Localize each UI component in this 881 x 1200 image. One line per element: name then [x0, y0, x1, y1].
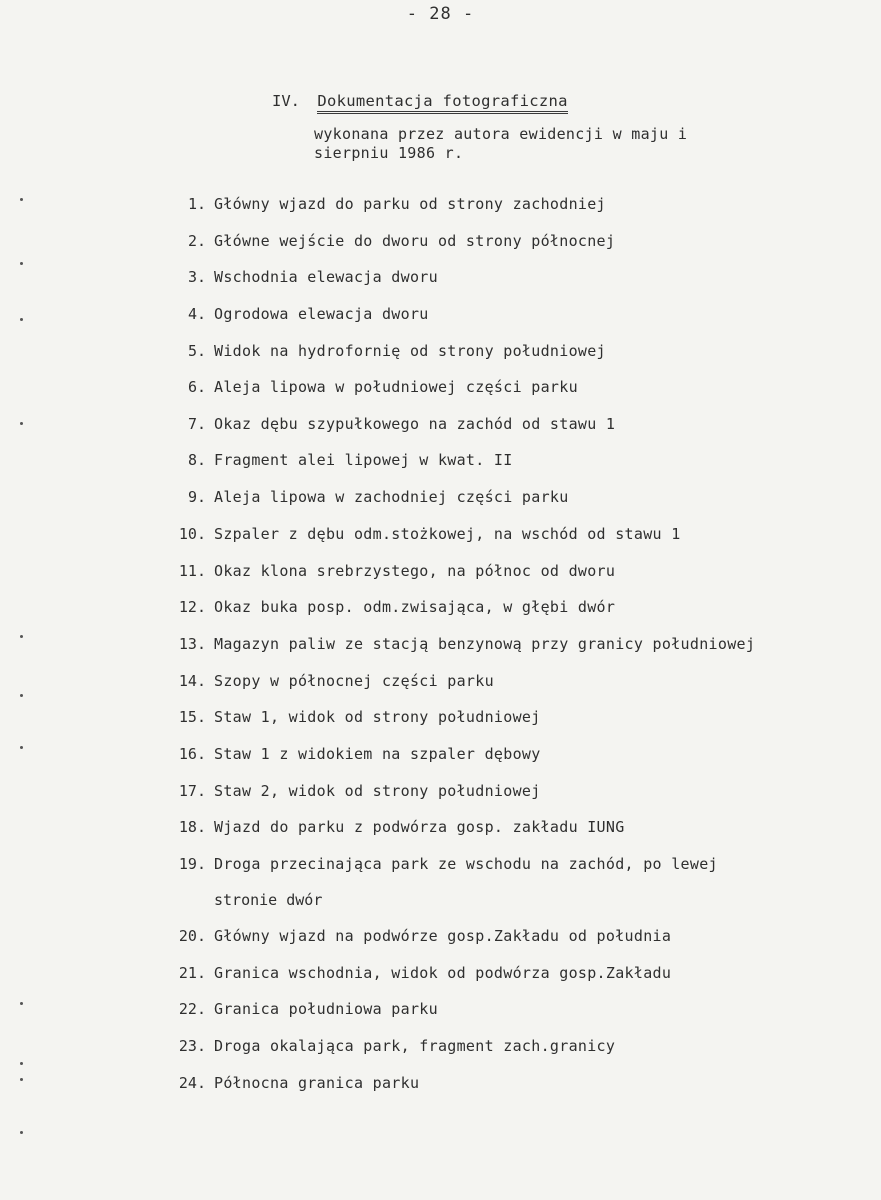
- item-number: 3.: [187, 268, 206, 286]
- item-number: 12.: [178, 598, 206, 616]
- item-number: 17.: [178, 782, 206, 800]
- margin-mark: [20, 422, 23, 425]
- item-text: Okaz dębu szypułkowego na zachód od stawu 1: [214, 415, 616, 433]
- item-text-continuation: stronie dwór: [214, 891, 323, 909]
- item-text: Granica wschodnia, widok od podwórza gosp.Zakładu: [214, 964, 672, 982]
- item-text: Aleja lipowa w południowej części parku: [214, 378, 578, 396]
- item-text: Staw 1 z widokiem na szpaler dębowy: [214, 745, 541, 763]
- item-text: Okaz klona srebrzystego, na północ od dworu: [214, 562, 616, 580]
- item-text: Wjazd do parku z podwórza gosp. zakładu IUNG: [214, 818, 625, 836]
- item-text: Szopy w północnej części parku: [214, 672, 494, 690]
- item-number: 5.: [187, 342, 206, 360]
- item-text: Staw 1, widok od strony południowej: [214, 708, 541, 726]
- page-number: - 28 -: [406, 4, 475, 24]
- item-number: 24.: [178, 1074, 206, 1092]
- item-number: 9.: [187, 488, 206, 506]
- item-number: 18.: [178, 818, 206, 836]
- margin-mark: [20, 635, 23, 638]
- item-text: Główny wjazd na podwórze gosp.Zakładu od południa: [214, 927, 672, 945]
- section-title: Dokumentacja fotograficzna: [317, 92, 567, 114]
- item-text: Droga przecinająca park ze wschodu na zachód, po lewej: [214, 855, 718, 873]
- item-text: Wschodnia elewacja dworu: [214, 268, 438, 286]
- item-number: 15.: [178, 708, 206, 726]
- item-text: Okaz buka posp. odm.zwisająca, w głębi dwór: [214, 598, 616, 616]
- item-number: 11.: [178, 562, 206, 580]
- item-number: 1.: [187, 195, 206, 213]
- item-number: 19.: [178, 855, 206, 873]
- item-text: Aleja lipowa w zachodniej części parku: [214, 488, 569, 506]
- item-number: 23.: [178, 1037, 206, 1055]
- item-number: 16.: [178, 745, 206, 763]
- item-number: 2.: [187, 232, 206, 250]
- margin-mark: [20, 1062, 23, 1065]
- margin-mark: [20, 318, 23, 321]
- section-heading: [272, 92, 568, 114]
- item-text: Fragment alei lipowej w kwat. II: [214, 451, 513, 469]
- item-number: 7.: [187, 415, 206, 433]
- photo-list: [0, 180, 881, 1100]
- subtitle-line: wykonana przez autora ewidencji w maju i: [314, 125, 688, 143]
- item-text: Główne wejście do dworu od strony północnej: [214, 232, 616, 250]
- margin-mark: [20, 1078, 23, 1081]
- item-text: Szpaler z dębu odm.stożkowej, na wschód od stawu 1: [214, 525, 681, 543]
- margin-mark: [20, 1002, 23, 1005]
- margin-mark: [20, 262, 23, 265]
- item-number: 22.: [178, 1000, 206, 1018]
- item-number: 8.: [187, 451, 206, 469]
- item-text: Droga okalająca park, fragment zach.granicy: [214, 1037, 616, 1055]
- item-text: Magazyn paliw ze stacją benzynową przy granicy południowej: [214, 635, 756, 653]
- item-text: Północna granica parku: [214, 1074, 420, 1092]
- margin-mark: [20, 1131, 23, 1134]
- margin-mark: [20, 198, 23, 201]
- section-subtitle: [314, 125, 784, 163]
- item-number: 10.: [178, 525, 206, 543]
- subtitle-line: sierpniu 1986 r.: [314, 144, 464, 162]
- margin-mark: [20, 746, 23, 749]
- margin-mark: [20, 694, 23, 697]
- item-text: Granica południowa parku: [214, 1000, 438, 1018]
- item-number: 4.: [187, 305, 206, 323]
- section-number: IV.: [272, 92, 300, 110]
- item-number: 14.: [178, 672, 206, 690]
- item-text: Główny wjazd do parku od strony zachodniej: [214, 195, 606, 213]
- item-number: 21.: [178, 964, 206, 982]
- item-text: Ogrodowa elewacja dworu: [214, 305, 429, 323]
- item-number: 6.: [187, 378, 206, 396]
- item-text: Staw 2, widok od strony południowej: [214, 782, 541, 800]
- item-number: 20.: [178, 927, 206, 945]
- item-text: Widok na hydrofornię od strony południowej: [214, 342, 606, 360]
- item-number: 13.: [178, 635, 206, 653]
